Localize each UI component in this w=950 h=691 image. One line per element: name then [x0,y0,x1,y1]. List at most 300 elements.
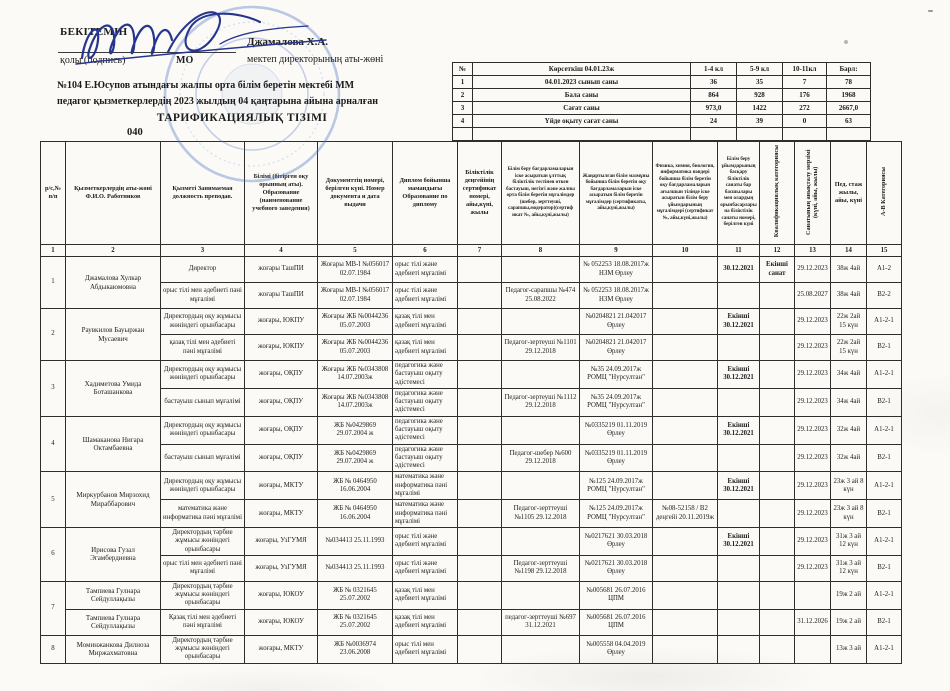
cell-diploma: педагогика және бастауыш оқыту әдістемесі [393,416,458,444]
cell-management-category [718,335,760,361]
cell-category-term: 29.12.2023 [795,257,831,283]
cell-updated-content-certificate: №35 24.09.2017ж РОМЦ "Нурсултан" [580,361,653,389]
summary-cell: Бала саны [473,89,691,102]
column-number: 12 [760,245,795,257]
column-header-5: Документтің номері, берілген күні. Номер документа и дата выдачи [318,142,393,245]
cell-category-term: 29.12.2023 [795,500,831,528]
summary-cell: 78 [827,76,871,89]
cell-updated-content-certificate: №0217621 30.03.2018 Өрлеу [580,555,653,581]
cell-national-test-certificate: Педагог-шебер №600 29.12.2018 [502,444,580,472]
row-number: 5 [41,472,66,528]
summary-cell: 272 [783,102,827,115]
cell-document: ЖБ №0036974 23.06.2008 [318,635,393,663]
cell-document: ЖБ № 0464950 16.06.2004 [318,500,393,528]
teacher-name: Джамалова Хулкар Абдыкаюмовна [66,257,161,309]
cell-position: Директордың тәрбие жұмысы жөніндегі орынбасары [161,635,245,663]
summary-cell: 63 [827,115,871,128]
teacher-row [41,581,902,609]
cell-management-category: Екінші 30.12.2021 [718,528,760,556]
teacher-row [41,257,902,283]
cell-national-test-certificate [502,581,580,609]
cell-level-certificate [458,528,502,556]
school-name-line: №104 Е.Юсупов атындағы жалпы орта білім беретін мектебі ММ [57,80,355,91]
cell-diploma: орыс тілі және әдебиеті мұғалімі [393,283,458,309]
teacher-row [41,416,902,444]
cell-position: Директордың тәрбие жұмысы жөніндегі орынбасары [161,581,245,609]
cell-qualification-category [760,416,795,444]
cell-document: Жоғары ЖБ №0343808 14.07.2003ж [318,361,393,389]
teacher-name: Ирисова Гузал Эгамбердиевна [66,528,161,582]
cell-diploma: орыс тілі мен әдебиеті мұғалімі [393,635,458,663]
cell-category-term: 29.12.2023 [795,335,831,361]
cell-document: ЖБ № 0321645 25.07.2002 [318,581,393,609]
cell-document: Жоғары ЖБ №0343808 14.07.2003ж [318,388,393,416]
cell-qualification-category [760,388,795,416]
cell-diploma: педагогика және бастауыш оқыту әдістемесі [393,444,458,472]
teacher-row [41,528,902,556]
column-number: 2 [66,245,161,257]
cell-category-term: 29.12.2023 [795,388,831,416]
cell-document: ЖБ №0429869 29.07.2004 ж [318,416,393,444]
row-number: 1 [41,257,66,309]
cell-diploma: педагогика және бастауыш оқыту әдістемесі [393,361,458,389]
teacher-name: Моминжанкова Дилноза Миржахматовна [66,635,161,663]
cell-updated-content-certificate: №0335219 01.11.2019 Өрлеу [580,444,653,472]
teacher-row [41,472,902,500]
cell-category-term: 25.08.2027 [795,283,831,309]
cell-position: Директордың оқу жұмысы жөніндегі орынбасары [161,416,245,444]
cell-ab-category: В2-1 [867,444,902,472]
column-header-12 [760,142,795,245]
summary-cell: 35 [737,76,783,89]
column-header-11: Білім беру ұйымдарының басқару біліктілік санаты бар басшылары мен олардың орынбасарларына біліктілік санаты номері, берілген күні [718,142,760,245]
cell-national-test-certificate [502,635,580,663]
row-number: 4 [41,416,66,472]
cell-updated-content-certificate: №125 24.09.2017ж РОМЦ "Нурсултан" [580,472,653,500]
teacher-row [41,444,902,472]
summary-cell: 24 [691,115,737,128]
teacher-row [41,335,902,361]
summary-cell: Сағат саны [473,102,691,115]
cell-management-category [718,283,760,309]
teacher-row [41,555,902,581]
cell-category-term: 29.12.2023 [795,444,831,472]
summary-cell: 864 [691,89,737,102]
cell-ab-category: А1-2-1 [867,635,902,663]
cell-level-certificate [458,335,502,361]
row-number: 6 [41,528,66,582]
column-header-4: Білімі (бітірген оқу орынның аты). Образование (наименование учебного заведения) [245,142,318,245]
cell-national-test-certificate: Педагог-сарапшы №474 25.08.2022 [502,283,580,309]
summary-header-cell: 5-9 кл [737,63,783,76]
cell-education: жоғары, ЮКПУ [245,309,318,335]
teacher-row [41,388,902,416]
cell-qualification-category [760,361,795,389]
cell-ab-category: А1-2 [867,257,902,283]
row-number: 7 [41,581,66,635]
column-header-14: Пед. стаж жылы, айы, күні [831,142,867,245]
cell-national-test-certificate [502,257,580,283]
cell-national-test-certificate [502,361,580,389]
cell-education: жоғары, ЮКОУ [245,609,318,635]
cell-ped-experience: 32ж 4ай [831,444,867,472]
cell-category-term: 31.12.2026 [795,609,831,635]
summary-header-cell: Көрсеткіш 04.01.23ж [473,63,691,76]
cell-ab-category: В2-2 [867,283,902,309]
teacher-name: Раувкилов Бауыржан Мусаевич [66,309,161,361]
cell-document: №034413 25.11.1993 [318,528,393,556]
cell-management-category: Екінші 30.12.2021 [718,309,760,335]
row-number: 8 [41,635,66,663]
cell-updated-content-certificate: № 052253 18.08.2017ж НЗМ Өрлеу [580,257,653,283]
cell-document: ЖБ №0429869 29.07.2004 ж [318,444,393,472]
cell-qualification-category [760,555,795,581]
cell-ab-category: В2-1 [867,555,902,581]
cell-position: қазақ тілі мен әдебиеті пәні мұғалімі [161,335,245,361]
cell-position: бастауыш сынып мұғалімі [161,444,245,472]
cell-level-certificate [458,444,502,472]
summary-cell [453,128,473,141]
cell-qualification-category [760,609,795,635]
teacher-name: Хадиметова Умида Боташанкова [66,361,161,417]
cell-ped-experience: 38ж 4ай [831,283,867,309]
cell-ab-category: А1-2-1 [867,309,902,335]
cell-national-test-certificate: педагог-зерттеуші №697 31.12.2021 [502,609,580,635]
cell-updated-content-certificate: №0217621 30.03.2018 Өрлеу [580,528,653,556]
summary-row [453,89,871,102]
column-header-8: Білім беру бағдарламаларын іске асыратын ұлттық біліктілік тестінен өткен бастауыш, негізгі және жалпы орта білім беретін мұғалімдер (шебер, зерттеуші, сарапшы,модератор)(сертиф икат №, айы,күні,жылы) [502,142,580,245]
summary-header-row [453,63,871,76]
cell-diploma: педагогика және бастауыш оқыту әдістемесі [393,388,458,416]
cell-ped-experience: 38ж 4ай [831,257,867,283]
cell-english-program-certificate [653,581,718,609]
cell-management-category [718,444,760,472]
cell-education: жоғары, МКТУ [245,472,318,500]
document-code: 040 [127,127,143,138]
cell-diploma: қазақ тілі мен әдебиеті мұғалімі [393,609,458,635]
director-name: Джамалова Х.А. [247,36,329,48]
cell-ab-category: А1-2-1 [867,416,902,444]
cell-level-certificate [458,635,502,663]
summary-cell: 3 [453,102,473,115]
tarification-table [40,141,902,664]
cell-document: Жоғары МВ-I №056017 02.07.1984 [318,283,393,309]
cell-ped-experience: 19ж 2 ай [831,581,867,609]
cell-english-program-certificate [653,555,718,581]
cell-education: жоғары, ЮКОУ [245,581,318,609]
cell-national-test-certificate: Педагог-зертеуші №1112 29.12.2018 [502,388,580,416]
cell-level-certificate [458,309,502,335]
column-number: 4 [245,245,318,257]
cell-updated-content-certificate: №0204821 21.042017 Өрлеу [580,335,653,361]
column-number-row [41,245,902,257]
signature-caption: қолы (подпись) [60,55,126,66]
cell-english-program-certificate [653,472,718,500]
teacher-row [41,283,902,309]
cell-level-certificate [458,283,502,309]
summary-cell [783,128,827,141]
summary-header-cell: № [453,63,473,76]
cell-ped-experience: 34ж 4ай [831,388,867,416]
cell-ped-experience: 13ж 3 ай [831,635,867,663]
column-number: 14 [831,245,867,257]
cell-management-category: Екінші 30.12.2021 [718,472,760,500]
cell-level-certificate [458,416,502,444]
cell-category-term: 29.12.2023 [795,309,831,335]
teacher-row [41,309,902,335]
cell-ped-experience: 19ж 2 ай [831,609,867,635]
cell-category-term: 29.12.2023 [795,472,831,500]
column-number: 7 [458,245,502,257]
cell-english-program-certificate [653,309,718,335]
cell-ab-category: В2-1 [867,500,902,528]
column-number: 5 [318,245,393,257]
summary-cell: 1 [453,76,473,89]
cell-diploma: қазақ тілі мен әдебиеті мұғалімі [393,581,458,609]
column-header-15 [867,142,902,245]
vertical-header-text: Квалификациялық категориясы [773,145,781,238]
cell-position: бастауыш сынып мұғалімі [161,388,245,416]
cell-updated-content-certificate: №005558 04.04.2019 Өрлеу [580,635,653,663]
cell-qualification-category [760,283,795,309]
cell-updated-content-certificate: №125 24.09.2017ж РОМЦ "Нурсултан" [580,500,653,528]
summary-cell: 0 [783,115,827,128]
scan-speck [928,10,933,12]
cell-document: Жоғары МВ-I №056017 02.07.1984 [318,257,393,283]
column-number: 10 [653,245,718,257]
summary-cell: Үйде оқыту сағат саны [473,115,691,128]
cell-management-category [718,581,760,609]
cell-education: жоғары, ОҚПУ [245,444,318,472]
cell-ab-category: А1-2-1 [867,581,902,609]
teacher-row [41,635,902,663]
cell-level-certificate [458,581,502,609]
cell-level-certificate [458,555,502,581]
cell-english-program-certificate [653,609,718,635]
column-number: 15 [867,245,902,257]
cell-position: орыс тілі мен әдебиеті пәні мұғалімі [161,555,245,581]
cell-category-term: 29.12.2023 [795,361,831,389]
cell-diploma: математика және информатика пәні мұғалімі [393,500,458,528]
cell-document: №034413 25.11.1993 [318,555,393,581]
cell-diploma: орыс тілі және әдебиеті мұғалімі [393,528,458,556]
cell-national-test-certificate [502,416,580,444]
cell-diploma: математика және информатика пәні мұғалімі [393,472,458,500]
cell-education: жоғары, ОҚПУ [245,416,318,444]
document-purpose-line: педагог қызметкерлердің 2023 жылдың 04 қаңтарына айына арналған [57,96,379,107]
column-number: 13 [795,245,831,257]
column-header-3: Қызметі Занимаемая должность преподав. [161,142,245,245]
summary-cell: 1968 [827,89,871,102]
cell-level-certificate [458,388,502,416]
cell-diploma: қазақ тілі мен әдебиеті мұғалімі [393,309,458,335]
summary-row [453,115,871,128]
cell-national-test-certificate: Педагог-зерттеуші №1198 29.12.2018 [502,555,580,581]
cell-position: Директордың оқу жұмысы жөніндегі орынбасары [161,309,245,335]
column-number: 11 [718,245,760,257]
cell-ped-experience: 23ж 3 ай 8 күн [831,500,867,528]
summary-cell: 2667,0 [827,102,871,115]
column-header-13 [795,142,831,245]
cell-management-category [718,609,760,635]
cell-qualification-category [760,635,795,663]
summary-header-cell: 10-11кл [783,63,827,76]
column-number: 9 [580,245,653,257]
cell-position: Директордың оқу жұмысы жөніндегі орынбасары [161,472,245,500]
cell-category-term: 29.12.2023 [795,555,831,581]
summary-cell: 39 [737,115,783,128]
cell-category-term [795,635,831,663]
teacher-name: Тампиева Гулнара Сейдуллақызы [66,609,161,635]
column-header-2: Қызметкерлердің аты-жөні Ф.И.О. Работников [66,142,161,245]
cell-qualification-category [760,335,795,361]
cell-updated-content-certificate: № 052253 18.08.2017ж НЗМ Өрлеу [580,283,653,309]
summary-header-cell: Барл: [827,63,871,76]
cell-management-category: Екінші 30.12.2021 [718,361,760,389]
cell-national-test-certificate: Педагог-зерттеуші №1105 29.12.2018 [502,500,580,528]
cell-qualification-category [760,500,795,528]
cell-ped-experience: 22ж 2ай 15 күн [831,309,867,335]
cell-ped-experience: 31ж 3 ай 12 күн [831,555,867,581]
summary-cell: 973,0 [691,102,737,115]
cell-qualification-category [760,528,795,556]
cell-qualification-category [760,444,795,472]
cell-english-program-certificate [653,416,718,444]
cell-english-program-certificate [653,257,718,283]
cell-management-category: 30.12.2021 [718,257,760,283]
cell-qualification-category [760,581,795,609]
cell-position: орыс тілі мен әдебиеті пәні мұғалімі [161,283,245,309]
approve-label: БЕКІТЕМІН [60,26,128,38]
cell-english-program-certificate [653,444,718,472]
cell-updated-content-certificate: №35 24.09.2017ж РОМЦ "Нурсултан" [580,388,653,416]
cell-education: жоғары, ОҚПУ [245,361,318,389]
cell-position: Қазақ тілі мен әдебиеті пәні мұғалімі [161,609,245,635]
column-header-10: Физика, химия, биология, информатика пәндері бойынша білім беретін оқу бағдарламаларын ағылшын тілінде іске асыратын білім беру ұйымдарының мұғалімдері (сертификат №, айы,күні,жылы) [653,142,718,245]
handwritten-signature [70,10,342,76]
cell-ab-category: В2-1 [867,388,902,416]
cell-level-certificate [458,257,502,283]
cell-english-program-certificate [653,335,718,361]
column-number: 8 [502,245,580,257]
summary-cell: 1422 [737,102,783,115]
cell-education: жоғары, УзГУМЯ [245,528,318,556]
cell-management-category: Екінші 30.12.2021 [718,416,760,444]
cell-national-test-certificate: Педагог-зертеуші №1101 29.12.2018 [502,335,580,361]
cell-ab-category: А1-2-1 [867,472,902,500]
cell-english-program-certificate: №08-52158 / В2 деңгейі 20.11.2019ж [653,500,718,528]
cell-category-term [795,581,831,609]
cell-national-test-certificate [502,528,580,556]
summary-cell: 4 [453,115,473,128]
cell-position: Директордың тәрбие жұмысы жөніндегі орынбасары [161,528,245,556]
cell-diploma: орыс тілі және әдебиеті мұғалімі [393,555,458,581]
column-number: 3 [161,245,245,257]
cell-management-category [718,635,760,663]
cell-english-program-certificate [653,528,718,556]
cell-english-program-certificate [653,388,718,416]
summary-cell [737,128,783,141]
cell-category-term: 29.12.2023 [795,416,831,444]
summary-cell: 7 [783,76,827,89]
cell-ab-category: В2-1 [867,609,902,635]
summary-row [453,76,871,89]
summary-cell [691,128,737,141]
cell-ped-experience: 22ж 2ай 15 күн [831,335,867,361]
teacher-row [41,361,902,389]
cell-document: ЖБ № 0321645 25.07.2002 [318,609,393,635]
summary-cell: 176 [783,89,827,102]
summary-header-cell: 1-4 кл [691,63,737,76]
cell-level-certificate [458,500,502,528]
cell-ped-experience: 23ж 3 ай 8 күн [831,472,867,500]
summary-cell: 36 [691,76,737,89]
cell-management-category [718,388,760,416]
cell-ped-experience: 32ж 4ай [831,416,867,444]
cell-document: ЖБ № 0464950 16.06.2004 [318,472,393,500]
column-header-1: р/с,№ п/п [41,142,66,245]
cell-management-category [718,555,760,581]
cell-education: жоғары, МКТУ [245,500,318,528]
summary-cell: 2 [453,89,473,102]
cell-category-term: 29.12.2023 [795,528,831,556]
teacher-row [41,500,902,528]
teacher-name: Шамаканова Нигара Октамбаевна [66,416,161,472]
cell-position: Директордың оқу жұмысы жөніндегі орынбасары [161,361,245,389]
summary-table [452,62,871,141]
cell-updated-content-certificate: №0204821 21.042017 Өрлеу [580,309,653,335]
cell-qualification-category: Екінші санат [760,257,795,283]
teacher-name: Тампиева Гулнара Сейдуллақызы [66,581,161,609]
cell-position: Директор [161,257,245,283]
cell-qualification-category [760,472,795,500]
cell-ab-category: А1-2-1 [867,528,902,556]
cell-level-certificate [458,361,502,389]
cell-ped-experience: 34ж 4ай [831,361,867,389]
summary-row [453,128,871,141]
cell-ped-experience: 31ж 3 ай 12 күн [831,528,867,556]
column-header-7: Біліктілік деңгейінің сертификат номері, айы,күні, жылы [458,142,502,245]
cell-diploma: орыс тілі және әдебиеті мұғалімі [393,257,458,283]
row-number: 2 [41,309,66,361]
summary-cell [473,128,691,141]
cell-management-category [718,500,760,528]
cell-education: жоғары, МКТУ [245,635,318,663]
cell-english-program-certificate [653,361,718,389]
cell-document: Жоғары ЖБ №0044236 05.07.2003 [318,309,393,335]
cell-updated-content-certificate: №005681 26.07.2016 ЦПМ [580,581,653,609]
cell-education: жоғары ТашПИ [245,283,318,309]
cell-national-test-certificate [502,309,580,335]
director-caption: мектеп директорының аты-жөні [247,54,384,65]
cell-diploma: қазақ тілі мен әдебиеті мұғалімі [393,335,458,361]
column-number: 6 [393,245,458,257]
summary-cell [827,128,871,141]
cell-education: жоғары, ОҚПУ [245,388,318,416]
document-title: ТАРИФИКАЦИЯЛЫҚ ТІЗІМІ [156,112,328,124]
cell-document: Жоғары ЖБ №0044236 05.07.2003 [318,335,393,361]
cell-english-program-certificate [653,635,718,663]
summary-cell: 928 [737,89,783,102]
cell-education: жоғары, УзГУМЯ [245,555,318,581]
cell-updated-content-certificate: №005681 26.07.2016 ЦПМ [580,609,653,635]
vertical-header-text: Санатының анықталу мерзімі (күні, айы, жылы) [805,148,820,235]
vertical-header-text: А-В Категориясы [880,167,888,217]
cell-education: жоғары, ЮКПУ [245,335,318,361]
cell-national-test-certificate [502,472,580,500]
cell-position: математика және информатика пәні мұғалімі [161,500,245,528]
teacher-row [41,609,902,635]
